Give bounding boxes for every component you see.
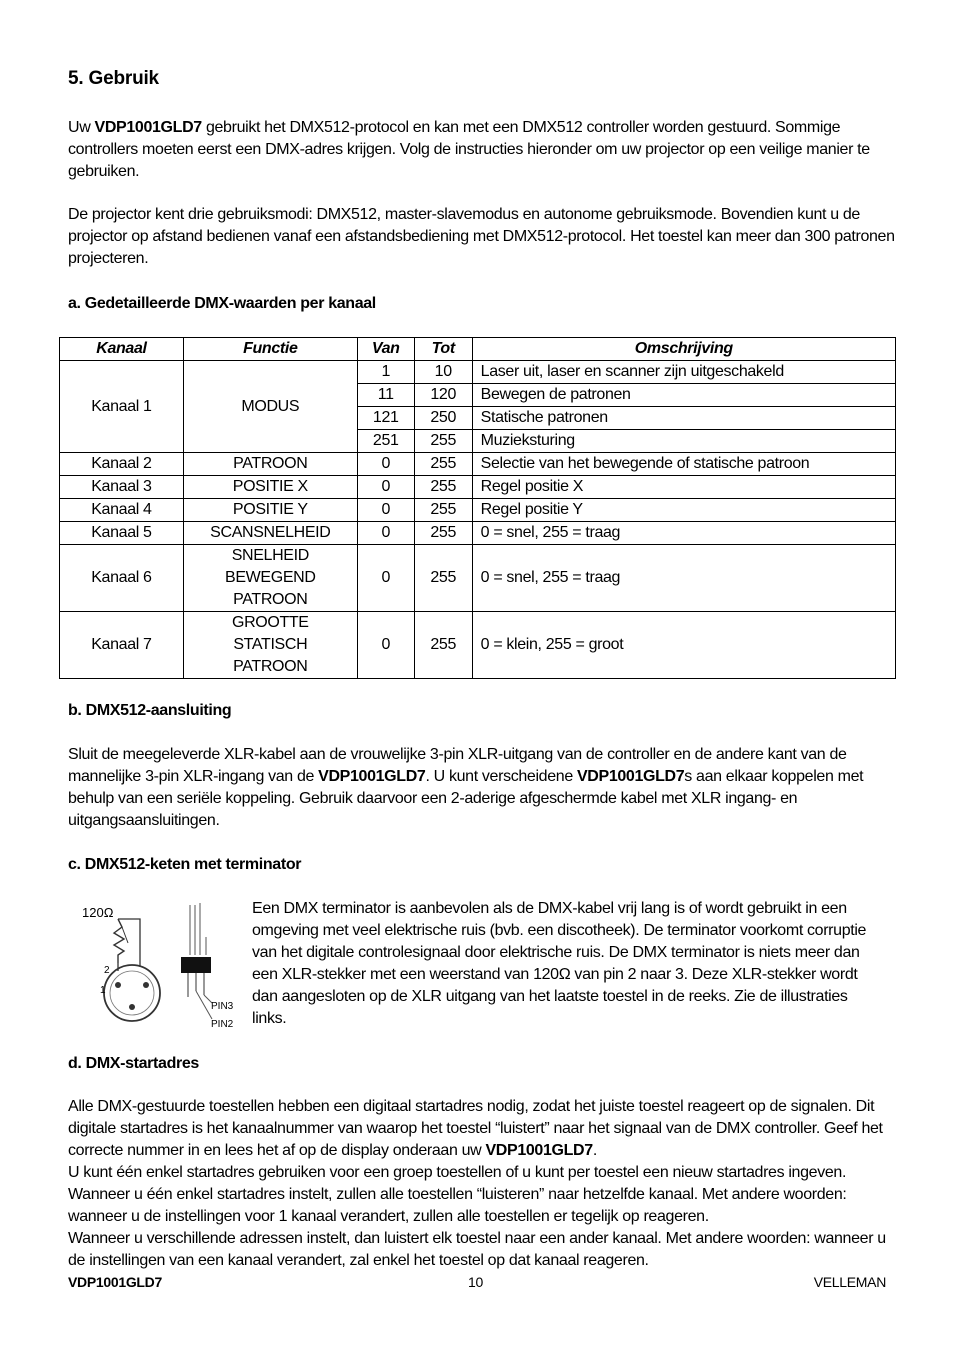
- intro-paragraph-2: De projector kent drie gebruiksmodi: DMX512, master-slavemodus en autonome gebruiksmode. Bovendien kunt u de projector op afstand bedienen vanaf een afstandsbediening met DMX512-protocol. Het toestel kan meer dan 300 patronen projecteren.: [68, 206, 895, 267]
- resistor-label: 120Ω: [82, 905, 114, 920]
- description-cell: 0 = snel, 255 = traag: [472, 545, 895, 612]
- function-line: GROOTTE: [231, 614, 309, 631]
- pin-number: 2: [104, 965, 110, 976]
- table-row: [60, 361, 896, 384]
- footer-model: VDP1001GLD7: [68, 1274, 162, 1290]
- model-name: VDP1001GLD7: [318, 768, 426, 785]
- paragraph-text: Sluit de meegeleverde XLR-kabel aan de vrouwelijke 3-pin XLR-uitgang van de controller en de andere kant van de mannelijke 3-pin XLR-ingang van de: [68, 746, 847, 785]
- intro-text: Uw: [68, 119, 95, 136]
- intro-text: gebruikt het DMX512-protocol en kan met een DMX512 controller worden gestuurd. Sommige controllers moeten eerst een DMX-adres krijgen. Volg de instructies hieronder om uw projector op een veilige manier te gebruiken.: [68, 119, 870, 180]
- function-cell: POSITIE X: [183, 476, 357, 499]
- function-line: SNELHEID: [231, 547, 309, 564]
- description-cell: Regel positie X: [472, 476, 895, 499]
- start-address-paragraph: [68, 1096, 898, 1272]
- to-cell: 255: [414, 522, 472, 545]
- from-cell: 0: [357, 612, 414, 679]
- intro-paragraph-1: [68, 117, 898, 183]
- xlr-terminator-illustration: [70, 897, 242, 1033]
- channel-cell: Kanaal 1: [60, 361, 184, 453]
- page-footer: [68, 1274, 886, 1294]
- page-number: 10: [468, 1274, 483, 1290]
- model-name: VDP1001GLD7: [576, 768, 685, 785]
- table-row: [60, 612, 896, 679]
- start-address-text-2: U kunt één enkel startadres gebruiken voor een groep toestellen of u kunt per toestel een nieuw startadres ingeven. Wanneer u één enkel startadres instelt, zullen alle toestellen “luisteren” naar hetzelfde kanaal. Met andere woorden: wanneer u de instellingen voor 1 kanaal verandert, zullen alle toestellen er tegelijk op reageren.: [68, 1164, 847, 1225]
- model-name: VDP1001GLD7: [485, 1142, 593, 1159]
- paragraph-text: Alle DMX-gestuurde toestellen hebben een digitaal startadres nodig, zodat het juiste toestel reageert op de signalen. Dit digitale startadres is het kanaalnummer van waarop het toestel “luistert” naar het signaal van de DMX controller. Geef het correcte nummer in en lees het af op de display onderaan uw: [68, 1098, 883, 1159]
- channel-cell: Kanaal 4: [60, 499, 184, 522]
- column-header: Functie: [183, 338, 357, 361]
- function-line: PATROON: [233, 658, 308, 675]
- xlr-terminator-drawing: [70, 897, 242, 1033]
- resistor-body-icon: [181, 957, 211, 973]
- section-title: 5. Gebruik: [68, 68, 159, 89]
- channel-cell: Kanaal 3: [60, 476, 184, 499]
- description-cell: 0 = klein, 255 = groot: [472, 612, 895, 679]
- xlr-pin: [143, 982, 149, 988]
- description-cell: Muzieksturing: [472, 430, 895, 453]
- paragraph-text: s aan elkaar koppelen met behulp van een seriële koppeling. Gebruik daarvoor een 2-aderige afgeschermde kabel met XLR ingang- en uitgangsaansluitingen.: [68, 768, 864, 829]
- function-cell: [183, 612, 357, 679]
- start-address-text-1: [68, 1096, 898, 1162]
- pin3-label: PIN3: [211, 1001, 234, 1012]
- to-cell: 120: [414, 384, 472, 407]
- from-cell: 0: [357, 453, 414, 476]
- from-cell: 0: [357, 499, 414, 522]
- to-cell: 10: [414, 361, 472, 384]
- channel-cell: Kanaal 7: [60, 612, 184, 679]
- subsection-c-title: c. DMX512-keten met terminator: [68, 856, 302, 873]
- function-cell: POSITIE Y: [183, 499, 357, 522]
- start-address-text-3: Wanneer u verschillende adressen instelt, dan luistert elk toestel naar een ander kanaal. Met andere woorden: wanneer u de instellingen van een kanaal verandert, zal enkel het toestel op dat kanaal reageren.: [68, 1230, 886, 1269]
- to-cell: 255: [414, 453, 472, 476]
- from-cell: 0: [357, 476, 414, 499]
- from-cell: 251: [357, 430, 414, 453]
- function-line: PATROON: [233, 591, 308, 608]
- description-cell: Laser uit, laser en scanner zijn uitgeschakeld: [472, 361, 895, 384]
- description-cell: Selectie van het bewegende of statische patroon: [472, 453, 895, 476]
- description-cell: Regel positie Y: [472, 499, 895, 522]
- function-cell: PATROON: [183, 453, 357, 476]
- function-cell: [183, 545, 357, 612]
- dmx-values-table: [59, 337, 896, 679]
- xlr-pin: [115, 982, 121, 988]
- column-header: Tot: [414, 338, 472, 361]
- channel-cell: Kanaal 6: [60, 545, 184, 612]
- function-cell: MODUS: [183, 361, 357, 453]
- model-name: VDP1001GLD7: [94, 119, 202, 136]
- channel-cell: Kanaal 2: [60, 453, 184, 476]
- from-cell: 121: [357, 407, 414, 430]
- description-cell: 0 = snel, 255 = traag: [472, 522, 895, 545]
- pin-number: 1: [100, 985, 106, 996]
- paragraph-text: . U kunt verscheidene: [425, 768, 577, 785]
- paragraph-text: .: [592, 1142, 597, 1159]
- function-cell: SCANSNELHEID: [183, 522, 357, 545]
- table-row: [60, 522, 896, 545]
- to-cell: 255: [414, 499, 472, 522]
- from-cell: 0: [357, 545, 414, 612]
- pin2-label: PIN2: [211, 1019, 234, 1030]
- to-cell: 255: [414, 476, 472, 499]
- table-header-row: [60, 338, 896, 361]
- description-cell: Statische patronen: [472, 407, 895, 430]
- from-cell: 0: [357, 522, 414, 545]
- subsection-b-title: b. DMX512-aansluiting: [68, 702, 232, 719]
- subsection-d-title: d. DMX-startadres: [68, 1055, 199, 1072]
- table-row: [60, 453, 896, 476]
- function-line: BEWEGEND: [225, 569, 316, 586]
- table-row: [60, 545, 896, 612]
- to-cell: 250: [414, 407, 472, 430]
- to-cell: 255: [414, 545, 472, 612]
- to-cell: 255: [414, 612, 472, 679]
- function-line: STATISCH: [233, 636, 308, 653]
- table-row: [60, 476, 896, 499]
- channel-cell: Kanaal 5: [60, 522, 184, 545]
- column-header: Kanaal: [60, 338, 184, 361]
- column-header: Van: [357, 338, 414, 361]
- dmx-connection-paragraph: [68, 744, 898, 832]
- xlr-pin: [129, 1004, 135, 1010]
- column-header: Omschrijving: [472, 338, 895, 361]
- terminator-paragraph: Een DMX terminator is aanbevolen als de DMX-kabel vrij lang is of wordt gebruikt in een omgeving met veel elektrische ruis (bvb. een discotheek). De terminator voorkomt corruptie van het digitale controlesignaal door elektrische ruis. De DMX terminator is niets meer dan een XLR-stekker met een weerstand van 120Ω van pin 2 naar 3. Deze XLR-stekker wordt dan aangesloten op de XLR uitgang van het laatste toestel in de reeks. Zie de illustraties links.: [252, 900, 867, 1027]
- from-cell: 11: [357, 384, 414, 407]
- to-cell: 255: [414, 430, 472, 453]
- description-cell: Bewegen de patronen: [472, 384, 895, 407]
- table-row: [60, 499, 896, 522]
- footer-brand: VELLEMAN: [813, 1274, 886, 1290]
- subsection-a-title: a. Gedetailleerde DMX-waarden per kanaal: [68, 295, 376, 312]
- from-cell: 1: [357, 361, 414, 384]
